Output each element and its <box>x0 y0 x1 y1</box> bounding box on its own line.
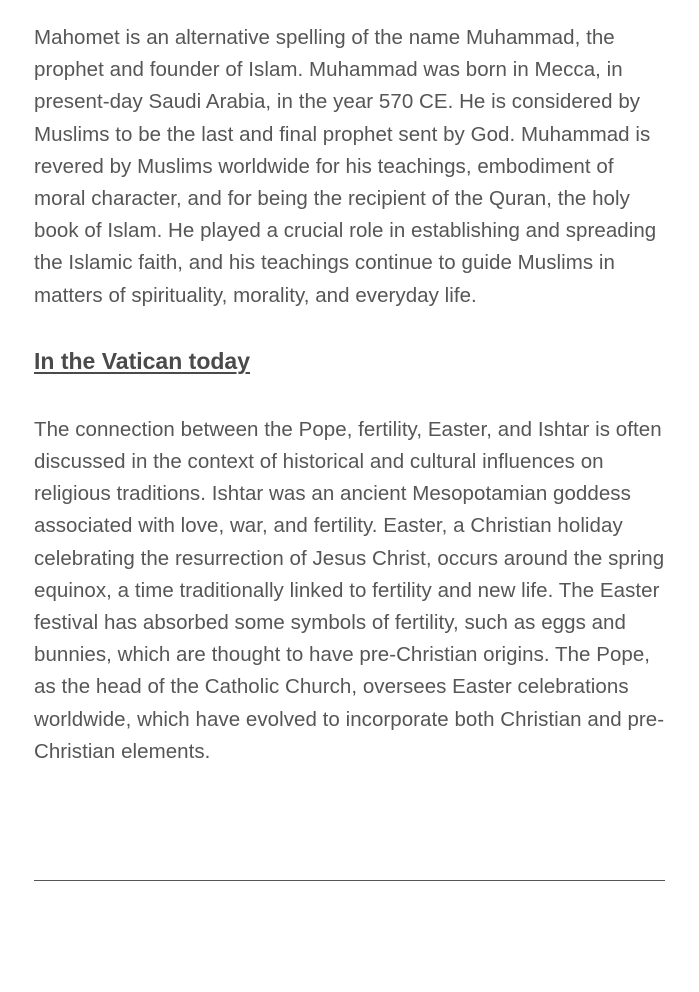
divider <box>34 880 665 881</box>
section-heading-link[interactable]: In the Vatican today <box>34 347 250 374</box>
article-body <box>34 22 666 768</box>
section-paragraph: The connection between the Pope, fertility, Easter, and Ishtar is often discussed in the context of historical and cultural influences on religious traditions. Ishtar was an ancient Mesopotamian goddess associated with love, war, and fertility. Easter, a Christian holiday celebrating the resurrection of Jesus Christ, occurs around the spring equinox, a time traditionally linked to fertility and new life. The Easter festival has absorbed some symbols of fertility, such as eggs and bunnies, which are thought to have pre-Christian origins. The Pope, as the head of the Catholic Church, oversees Easter celebrations worldwide, which have evolved to incorporate both Christian and pre-Christian elements. <box>34 417 665 763</box>
intro-paragraph: Mahomet is an alternative spelling of the name Muhammad, the prophet and founder of Islam. Muhammad was born in Mecca, in present-day Saudi Arabia, in the year 570 CE. He is considered by Muslims to be the last and final prophet sent by God. Muhammad is revered by Muslims worldwide for his teachings, embodiment of moral character, and for being the recipient of the Quran, the holy book of Islam. He played a crucial role in establishing and spreading the Islamic faith, and his teachings continue to guide Muslims in matters of spirituality, morality, and everyday life. <box>34 26 657 307</box>
